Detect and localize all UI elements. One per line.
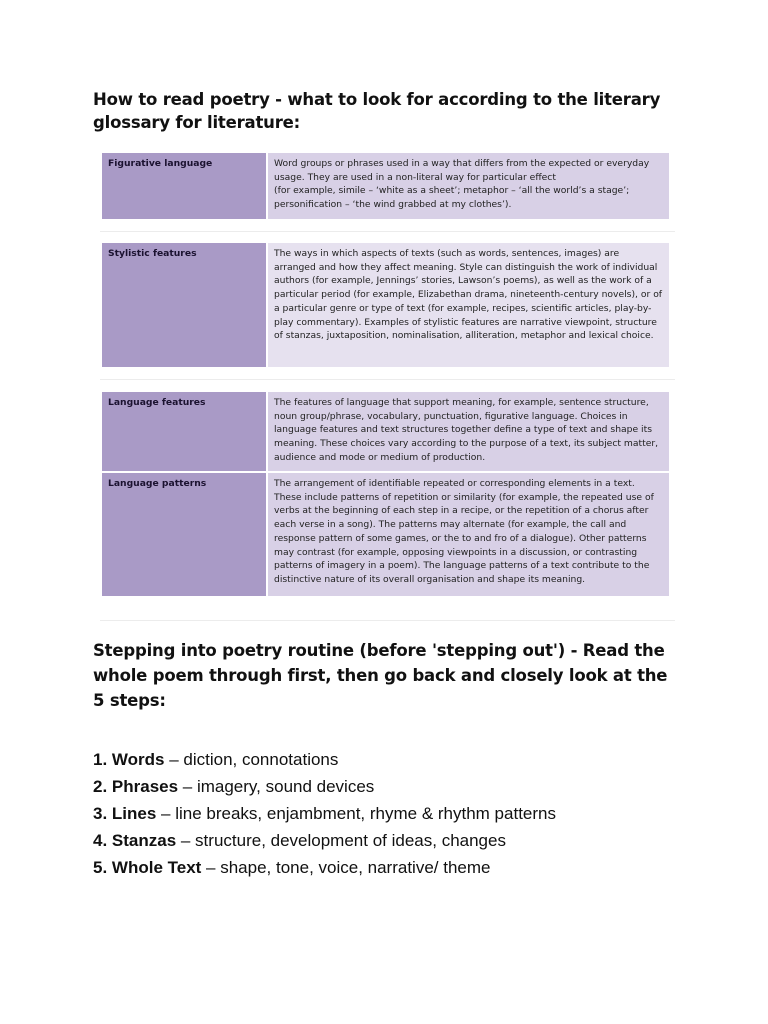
divider xyxy=(100,620,675,621)
glossary-table-language xyxy=(102,392,669,596)
definition-text: Word groups or phrases used in a way that differs from the expected or everyday usage. They are used in a non-literal way for particular effect xyxy=(274,158,650,183)
glossary-term: Stylistic features xyxy=(102,243,267,367)
step-label: 4. Stanzas xyxy=(93,831,177,850)
table-row xyxy=(102,472,669,596)
step-label: 3. Lines xyxy=(93,804,157,823)
list-item xyxy=(93,773,556,800)
section-heading: Stepping into poetry routine (before 'stepping out') - Read the whole poem through first, then go back and closely look at the 5 steps: xyxy=(93,641,668,710)
list-item xyxy=(93,854,556,881)
glossary-table-stylistic xyxy=(102,243,669,367)
step-label: 2. Phrases xyxy=(93,777,179,796)
step-detail: – line breaks, enjambment, rhyme & rhythm patterns xyxy=(156,804,556,823)
step-detail: – shape, tone, voice, narrative/ theme xyxy=(201,858,491,877)
list-item xyxy=(93,800,556,827)
divider xyxy=(100,231,675,232)
table-row xyxy=(102,392,669,472)
glossary-definition: The ways in which aspects of texts (such as words, sentences, images) are arranged and how they affect meaning. Style can distinguish the work of individual authors (for example, Jennings’ stories, Lawson’s poems), as well as the work of a particular period (for example, Elizabethan drama, nineteenth-century novels), or of a particular genre or type of text (for example, recipes, scientific articles, play-by-play commentary). Examples of stylistic features are narrative viewpoint, structure of stanzas, juxtaposition, nominalisation, alliteration, metaphor and lexical choice. xyxy=(267,243,669,367)
step-detail: – structure, development of ideas, changes xyxy=(176,831,506,850)
step-label: 1. Words xyxy=(93,750,165,769)
step-detail: – diction, connotations xyxy=(164,750,339,769)
table-row xyxy=(102,243,669,367)
steps-list xyxy=(93,746,556,881)
list-item xyxy=(93,746,556,773)
glossary-definition: The features of language that support meaning, for example, sentence structure, noun group/phrase, vocabulary, punctuation, figurative language. Choices in language features and text structures together define a type of text and shape its meaning. These choices vary according to the purpose of a text, its subject matter, audience and mode or medium of production. xyxy=(267,392,669,472)
glossary-term: Language features xyxy=(102,392,267,472)
glossary-table-figurative xyxy=(102,153,669,219)
page-title: How to read poetry - what to look for according to the literary glossary for literature: xyxy=(93,90,661,132)
glossary-definition: The arrangement of identifiable repeated or corresponding elements in a text. These include patterns of repetition or similarity (for example, the repeated use of verbs at the beginning of each step in a recipe, or the repetition of a chorus after each verse in a song). The patterns may alternate (for example, the call and response pattern of some games, or the to and fro of a dialogue). Other patterns may contrast (for example, opposing viewpoints in a discussion, or contrasting patterns of imagery in a poem). The language patterns of a text contribute to the distinctive nature of its overall organisation and shape its meaning. xyxy=(267,472,669,596)
table-row xyxy=(102,153,669,219)
glossary-term: Language patterns xyxy=(102,472,267,596)
step-label: 5. Whole Text xyxy=(93,858,202,877)
step-detail: – imagery, sound devices xyxy=(178,777,375,796)
glossary-definition xyxy=(267,153,669,219)
list-item xyxy=(93,827,556,854)
glossary-term: Figurative language xyxy=(102,153,267,219)
divider xyxy=(100,379,675,380)
definition-example: (for example, simile – ‘white as a sheet’; metaphor – ‘all the world’s a stage’; personification – ‘the wind grabbed at my clothes’). xyxy=(274,185,630,211)
